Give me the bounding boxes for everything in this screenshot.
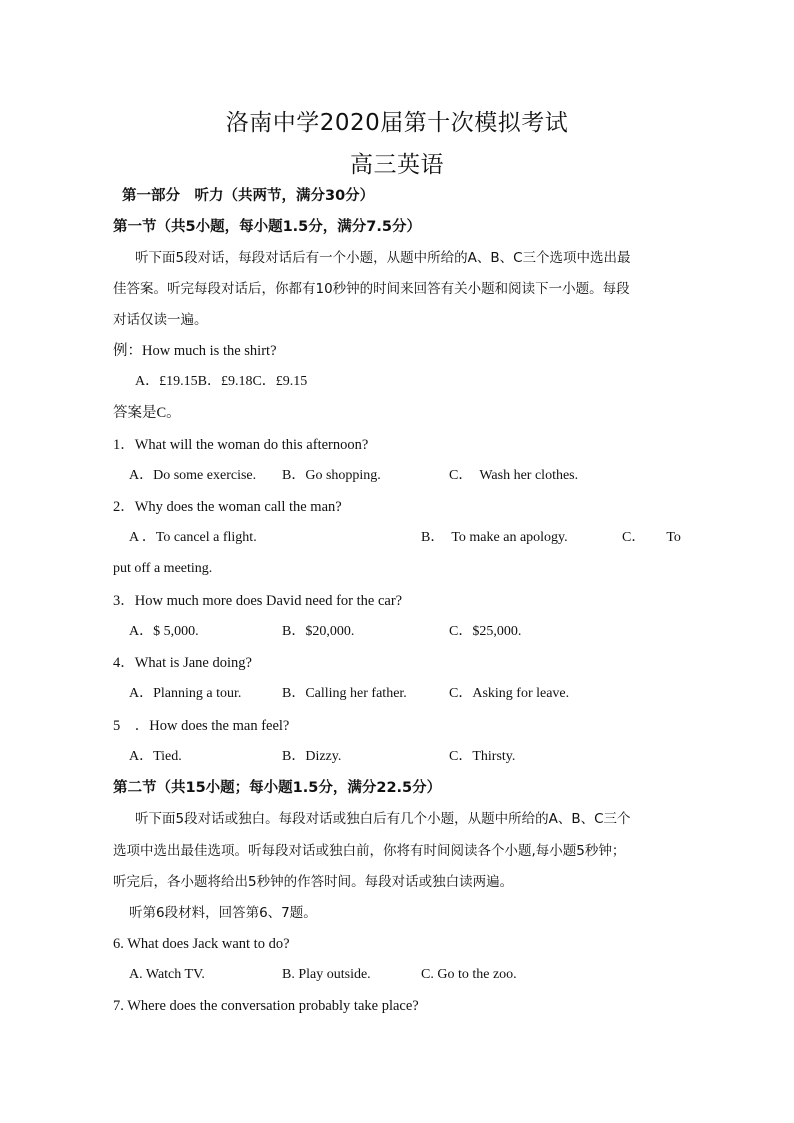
question-6-option-b: B. Play outside. xyxy=(282,967,371,982)
section1-instructions-line3: 对话仅读一遍。 xyxy=(113,312,208,328)
question-3-option-c: C．$25,000. xyxy=(449,624,522,639)
question-2-option-a: A ．To cancel a flight. xyxy=(129,530,257,545)
section2-instructions-line3: 听完后，各小题将给出5秒钟的作答时间。每段对话或独白读两遍。 xyxy=(113,874,514,890)
question-3-option-b: B．$20,000. xyxy=(282,624,355,639)
question-3: 3．How much more does David need for the car? xyxy=(113,593,403,609)
question-6-option-c: C. Go to the zoo. xyxy=(421,967,517,982)
section1-instructions-line1: 听下面5段对话，每段对话后有一个小题，从题中所给的A、B、C三个选项中选出最 xyxy=(135,250,631,266)
question-5-option-c: C．Thirsty. xyxy=(449,749,516,764)
example-question: 例：How much is the shirt? xyxy=(113,343,277,359)
section2-note: 听第6段材料，回答第6、7题。 xyxy=(129,905,317,921)
question-3-option-a: A．$ 5,000. xyxy=(129,624,199,639)
question-4-option-c: C．Asking for leave. xyxy=(449,686,570,701)
question-1-option-c: C． Wash her clothes. xyxy=(449,468,579,483)
part1-heading: 第一部分 听力（共两节，满分30分） xyxy=(122,188,375,204)
exam-subtitle: 高三英语 xyxy=(350,152,444,178)
question-5-option-b: B．Dizzy. xyxy=(282,749,342,764)
question-1-option-a: A．Do some exercise. xyxy=(129,468,257,483)
section1-instructions-line2: 佳答案。听完每段对话后，你都有10秒钟的时间来回答有关小题和阅读下一小题。每段 xyxy=(113,281,630,297)
question-7: 7. Where does the conversation probably take place? xyxy=(113,998,419,1014)
question-4: 4．What is Jane doing? xyxy=(113,655,252,671)
question-6-option-a: A. Watch TV. xyxy=(129,967,205,982)
question-6: 6. What does Jack want to do? xyxy=(113,936,290,952)
question-2-option-c: C． To xyxy=(622,530,681,545)
question-4-option-b: B．Calling her father. xyxy=(282,686,407,701)
exam-title: 洛南中学2020届第十次模拟考试 xyxy=(225,110,569,136)
example-answer: 答案是C。 xyxy=(113,405,181,421)
section2-heading: 第二节（共15小题；每小题1.5分，满分22.5分） xyxy=(113,780,442,796)
example-options: A．£19.15B．£9.18C．£9.15 xyxy=(135,374,308,389)
question-4-option-a: A．Planning a tour. xyxy=(129,686,242,701)
question-2: 2．Why does the woman call the man? xyxy=(113,499,342,515)
section1-heading: 第一节（共5小题，每小题1.5分，满分7.5分） xyxy=(113,219,421,235)
question-2-option-c-continued: put off a meeting. xyxy=(113,561,213,576)
question-1: 1．What will the woman do this afternoon? xyxy=(113,437,369,453)
question-1-option-b: B．Go shopping. xyxy=(282,468,381,483)
section2-instructions-line1: 听下面5段对话或独白。每段对话或独白后有几个小题，从题中所给的A、B、C三个 xyxy=(135,811,631,827)
question-5-option-a: A．Tied. xyxy=(129,749,182,764)
section2-instructions-line2: 选项中选出最佳选项。听每段对话或独白前，你将有时间阅读各个小题,每小题5秒钟； xyxy=(113,843,626,859)
question-2-option-b: B． To make an apology. xyxy=(421,530,568,545)
question-5: 5 ．How does the man feel? xyxy=(113,718,290,734)
